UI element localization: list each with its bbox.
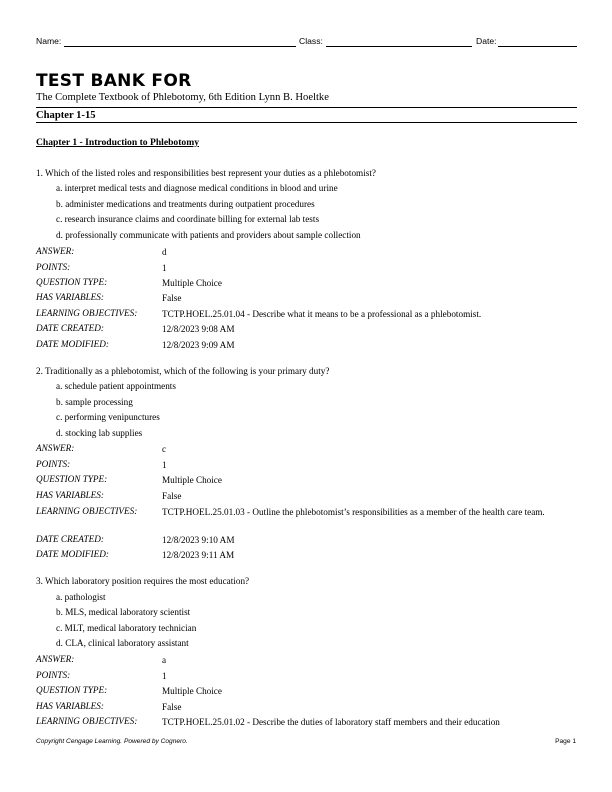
date-modified-label: DATE MODIFIED: [36, 549, 109, 559]
class-blank-line [326, 46, 472, 47]
student-info-header [36, 36, 577, 50]
points-value: 1 [162, 671, 167, 681]
question-type-value: Multiple Choice [162, 278, 222, 288]
answer-option: b. administer medications and treatments during outpatient procedures [56, 199, 315, 209]
document-title: TEST BANK FOR [36, 71, 192, 91]
has-variables-value: False [162, 491, 182, 501]
date-modified-value: 12/8/2023 9:09 AM [162, 340, 235, 350]
answer-value: c [162, 444, 167, 454]
question-type-label: QUESTION TYPE: [36, 685, 108, 695]
question-type-value: Multiple Choice [162, 686, 222, 696]
has-variables-label: HAS VARIABLES: [36, 701, 104, 711]
date-blank-line [498, 46, 577, 47]
document-subtitle: The Complete Textbook of Phlebotomy, 6th Edition Lynn B. Hoeltke [36, 92, 329, 103]
answer-label: ANSWER: [36, 443, 75, 453]
answer-option: a. pathologist [56, 592, 106, 602]
answer-option: d. stocking lab supplies [56, 428, 143, 438]
points-value: 1 [162, 263, 167, 273]
class-label: Class: [299, 36, 323, 46]
answer-option: a. schedule patient appointments [56, 381, 176, 391]
name-blank-line [64, 46, 296, 47]
chapter-divider [36, 122, 577, 123]
has-variables-value: False [162, 702, 182, 712]
answer-option: c. research insurance claims and coordinate billing for external lab tests [56, 214, 320, 224]
points-label: POINTS: [36, 670, 71, 680]
date-created-label: DATE CREATED: [36, 323, 104, 333]
points-label: POINTS: [36, 262, 71, 272]
answer-option: c. performing venipunctures [56, 412, 160, 422]
question-text: 3. Which laboratory position requires the most education? [36, 576, 250, 586]
answer-option: a. interpret medical tests and diagnose medical conditions in blood and urine [56, 183, 338, 193]
learning-objectives-value: TCTP.HOEL.25.01.03 - Outline the phlebotomist’s responsibilities as a member of the health care team. [162, 507, 545, 517]
title-divider [36, 107, 577, 108]
question-text: 2. Traditionally as a phlebotomist, which of the following is your primary duty? [36, 366, 330, 376]
learning-objectives-value: TCTP.HOEL.25.01.04 - Describe what it means to be a professional as a phlebotomist. [162, 309, 482, 319]
page-number: Page 1 [555, 738, 576, 745]
points-label: POINTS: [36, 459, 71, 469]
answer-value: a [162, 655, 167, 665]
date-created-label: DATE CREATED: [36, 534, 104, 544]
date-modified-value: 12/8/2023 9:11 AM [162, 550, 235, 560]
date-modified-label: DATE MODIFIED: [36, 339, 109, 349]
chapter-heading: Chapter 1 - Introduction to Phlebotomy [36, 137, 200, 148]
learning-objectives-label: LEARNING OBJECTIVES: [36, 308, 138, 318]
answer-option: b. MLS, medical laboratory scientist [56, 607, 191, 617]
answer-label: ANSWER: [36, 654, 75, 664]
chapter-range: Chapter 1-15 [36, 110, 96, 121]
date-created-value: 12/8/2023 9:08 AM [162, 324, 235, 334]
has-variables-label: HAS VARIABLES: [36, 490, 104, 500]
has-variables-value: False [162, 293, 182, 303]
answer-label: ANSWER: [36, 246, 75, 256]
question-text: 1. Which of the listed roles and responsibilities best represent your duties as a phlebotomist? [36, 168, 376, 178]
question-type-value: Multiple Choice [162, 475, 222, 485]
points-value: 1 [162, 460, 167, 470]
learning-objectives-label: LEARNING OBJECTIVES: [36, 506, 138, 516]
name-label: Name: [36, 36, 62, 46]
date-label: Date: [476, 36, 497, 46]
date-created-value: 12/8/2023 9:10 AM [162, 535, 235, 545]
has-variables-label: HAS VARIABLES: [36, 292, 104, 302]
copyright-footer: Copyright Cengage Learning. Powered by Cognero. [36, 738, 188, 745]
question-type-label: QUESTION TYPE: [36, 474, 108, 484]
answer-option: d. CLA, clinical laboratory assistant [56, 638, 189, 648]
learning-objectives-value: TCTP.HOEL.25.01.02 - Describe the duties of laboratory staff members and their education [162, 717, 500, 727]
answer-option: b. sample processing [56, 397, 133, 407]
learning-objectives-label: LEARNING OBJECTIVES: [36, 716, 138, 726]
question-type-label: QUESTION TYPE: [36, 277, 108, 287]
answer-value: d [162, 247, 167, 257]
answer-option: c. MLT, medical laboratory technician [56, 623, 197, 633]
answer-option: d. professionally communicate with patients and providers about sample collection [56, 230, 361, 240]
